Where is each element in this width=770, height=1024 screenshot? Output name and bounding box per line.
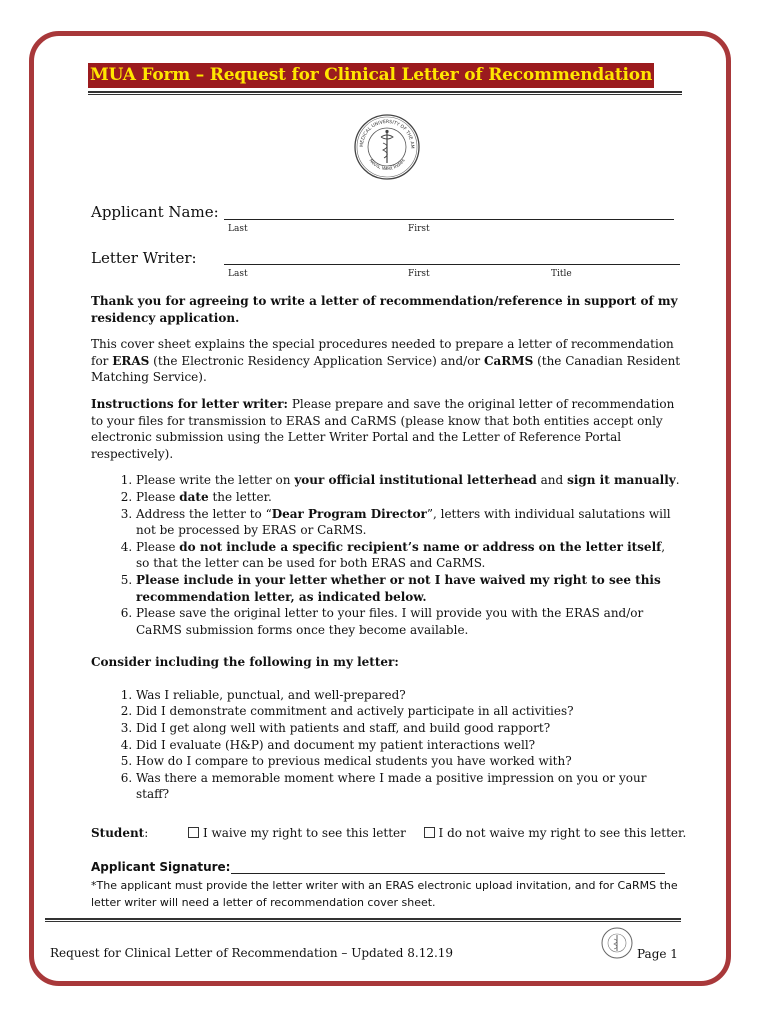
- letter-writer-label: Letter Writer:: [91, 249, 197, 267]
- student-label: Student: [91, 826, 145, 840]
- student-waiver-row: [91, 826, 686, 840]
- consider-item: 2. Did I demonstrate commitment and actively participate in all activities?: [136, 703, 681, 720]
- instructions-label: Instructions for letter writer:: [91, 396, 288, 411]
- letter-writer-field[interactable]: [224, 264, 680, 265]
- footer-rule-thin: [45, 921, 681, 922]
- instruction-steps: [91, 472, 681, 638]
- not-waive-checkbox[interactable]: [424, 827, 435, 838]
- consider-list: [91, 687, 681, 803]
- footer-rule-thick: [45, 918, 681, 920]
- carms-desc: (the Canadian Resident Matching Service).: [91, 353, 681, 385]
- student-colon: :: [144, 826, 149, 840]
- footer-text: Request for Clinical Letter of Recommendation – Updated 8.12.19: [50, 946, 454, 960]
- thank-you-text: Thank you for agreeing to write a letter of recommendation/reference in support of my residency application.: [91, 294, 678, 325]
- step-item: 5. Please include in your letter whether or not I have waived my right to see this recommendation letter, as indicated below.: [136, 572, 681, 605]
- applicant-first-caption: First: [408, 224, 430, 234]
- applicant-name-field[interactable]: [224, 219, 674, 220]
- step-item: 1. Please write the letter on your official institutional letterhead and sign it manually.: [136, 472, 681, 489]
- writer-title-caption: Title: [551, 269, 572, 279]
- carms-term: CaRMS: [483, 353, 534, 368]
- consider-item: 1. Was I reliable, punctual, and well-prepared?: [136, 687, 681, 704]
- cover-intro: This cover sheet explains the special procedures needed to prepare a letter of recommendation for: [91, 337, 674, 368]
- writer-first-caption: First: [408, 269, 430, 279]
- cover-sheet-paragraph: [91, 336, 681, 386]
- step-item: 6. Please save the original letter to your files. I will provide you with the ERAS and/or CaRMS submission forms once they become available.: [136, 605, 681, 638]
- intro-section: [91, 293, 681, 803]
- consider-item: 5. How do I compare to previous medical students you have worked with?: [136, 753, 681, 770]
- writer-last-caption: Last: [228, 269, 248, 279]
- title-rule-thick: [88, 91, 682, 93]
- consider-item: 3. Did I get along well with patients and staff, and build good rapport?: [136, 720, 681, 737]
- instructions-text: Please prepare and save the original letter of recommendation to your files for transmission to ERAS and CaRMS (please know that both entities accept only electronic submission using the Letter Writer Portal and the Letter of Reference Portal respectively).: [91, 396, 675, 461]
- signature-field[interactable]: [231, 873, 665, 874]
- instructions-paragraph: [91, 396, 681, 462]
- signature-row: [91, 860, 230, 874]
- page-number: Page 1: [637, 947, 678, 961]
- applicant-name-label: Applicant Name:: [91, 203, 219, 221]
- eras-desc: (the Electronic Residency Application Service) and/or: [153, 353, 481, 368]
- applicant-note: *The applicant must provide the letter writer with an ERAS electronic upload invitation, and for CaRMS the letter writer will need a letter of recommendation cover sheet.: [91, 879, 678, 909]
- waive-checkbox[interactable]: [188, 827, 199, 838]
- applicant-last-caption: Last: [228, 224, 248, 234]
- consider-item: 4. Did I evaluate (H&P) and document my patient interactions well?: [136, 737, 681, 754]
- consider-heading: Consider including the following in my letter:: [91, 655, 399, 670]
- consider-item: 6. Was there a memorable moment where I made a positive impression on you or your staff?: [136, 770, 681, 803]
- step-item: 2. Please date the letter.: [136, 489, 681, 506]
- form-title: MUA Form – Request for Clinical Letter of Recommendation: [88, 63, 654, 88]
- signature-label: Applicant Signature:: [91, 860, 231, 874]
- not-waive-option-label: I do not waive my right to see this letter.: [438, 826, 687, 840]
- seal-top-text: MEDICAL UNIVERSITY OF THE AM: [359, 119, 415, 149]
- eras-term: ERAS: [112, 353, 150, 368]
- step-item: 3. Address the letter to “Dear Program Director”, letters with individual salutations will not be processed by ERAS or CaRMS.: [136, 506, 681, 539]
- waive-option-label: I waive my right to see this letter: [202, 826, 406, 840]
- footer-seal-icon: [601, 927, 633, 959]
- seal-bottom-text: Nevis, West Indies: [367, 158, 407, 173]
- step-item: 4. Please do not include a specific recipient’s name or address on the letter itself, so that the letter can be used for both ERAS and CaRMS.: [136, 539, 681, 572]
- title-rule-thin: [88, 94, 682, 95]
- university-seal: [353, 113, 421, 181]
